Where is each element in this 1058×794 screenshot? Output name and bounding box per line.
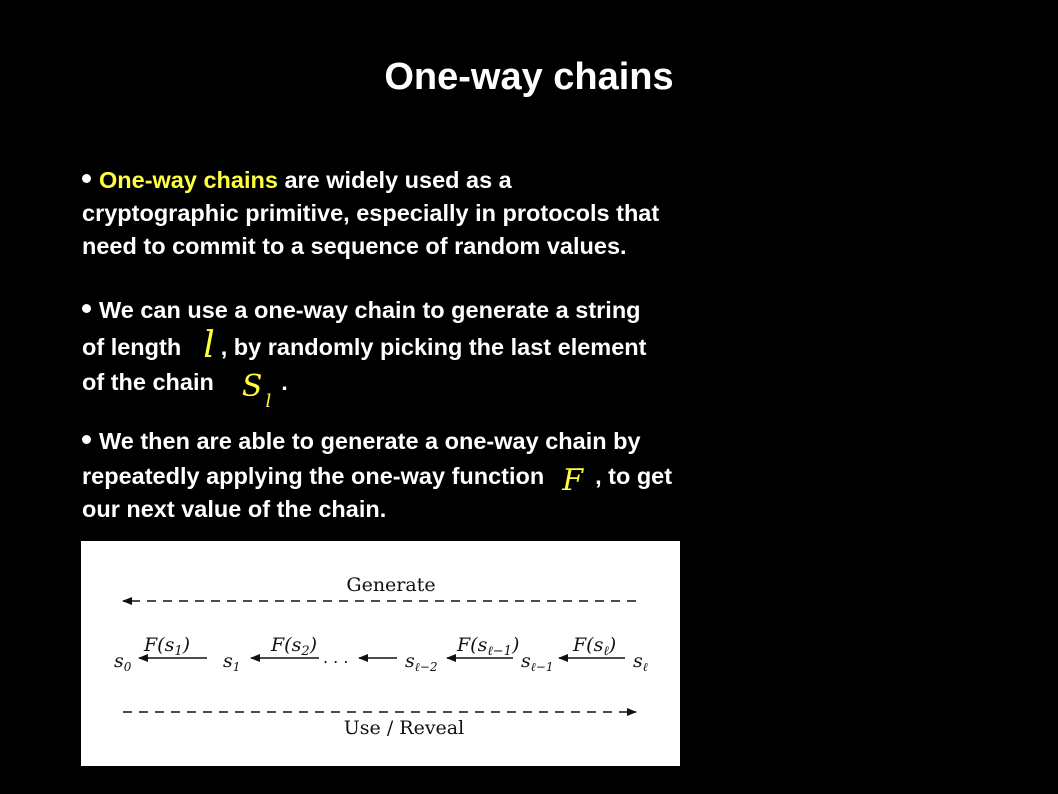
node-s-l-minus-2: $s_{\ell-2}$: [405, 650, 438, 674]
function-label-2: $F(s_2)$: [271, 634, 318, 659]
bullet-2-text-3a: of the chain: [82, 369, 214, 395]
one-way-chain-figure: [81, 541, 680, 766]
node-s-l: $s_\ell$: [633, 650, 648, 674]
function-label-1: $F(s_1)$: [144, 634, 191, 659]
bullet-1-line-1: [82, 164, 822, 197]
bullet-3-line-2: [82, 458, 822, 498]
bullet-2-line-3: [82, 364, 822, 412]
bullet-1-text-1: are widely used as a: [277, 167, 512, 193]
highlight-term: One-way chains: [99, 167, 278, 193]
slide-title: One-way chains: [384, 56, 674, 98]
bullet-2-line-1: [82, 294, 822, 327]
node-s-l-minus-1: $s_{\ell-1}$: [521, 650, 554, 674]
generate-label: Generate: [346, 574, 436, 596]
bullet-dot-1: [82, 174, 91, 183]
bullet-2-text-2a: of length: [82, 334, 182, 360]
math-s-base: S: [241, 369, 263, 404]
bullet-3-line-3: our next value of the chain.: [82, 496, 387, 522]
node-s0: $s_0$: [114, 650, 132, 674]
bullet-2-text-2b: , by randomly picking the last element: [220, 334, 647, 360]
chain-diagram: [81, 541, 680, 766]
bullet-1: [82, 164, 822, 263]
bullet-2-text-3b: .: [281, 369, 288, 395]
bullet-3-text-2a: repeatedly applying the one-way function: [82, 463, 545, 489]
function-label-4: $F(s_\ell)$: [573, 634, 617, 659]
math-symbol-f: F: [562, 463, 584, 498]
node-s1: $s_1$: [223, 650, 241, 674]
math-symbol-l: l: [203, 325, 215, 366]
bullet-2-text-1: We can use a one-way chain to generate a string: [99, 297, 641, 323]
bullet-2: [82, 294, 822, 412]
function-label-3: $F(s_{\ell-1})$: [457, 634, 520, 659]
use-reveal-label: Use / Reveal: [343, 717, 465, 739]
bullet-dot-3: [82, 435, 91, 444]
bullet-3-text-2b: , to get: [595, 463, 673, 489]
node-ellipsis: . . .: [323, 648, 349, 667]
bullet-3: [82, 425, 822, 526]
bullet-3-text-1: We then are able to generate a one-way chain by: [99, 428, 641, 454]
bullet-dot-2: [82, 304, 91, 313]
math-s-subscript: l: [265, 391, 272, 412]
math-symbol-s-l: [242, 370, 271, 414]
bullet-1-line-2: cryptographic primitive, especially in protocols that: [82, 200, 660, 226]
bullet-3-line-1: [82, 425, 822, 458]
bullet-2-line-2: [82, 327, 822, 364]
bullet-1-line-3: need to commit to a sequence of random values.: [82, 233, 627, 259]
